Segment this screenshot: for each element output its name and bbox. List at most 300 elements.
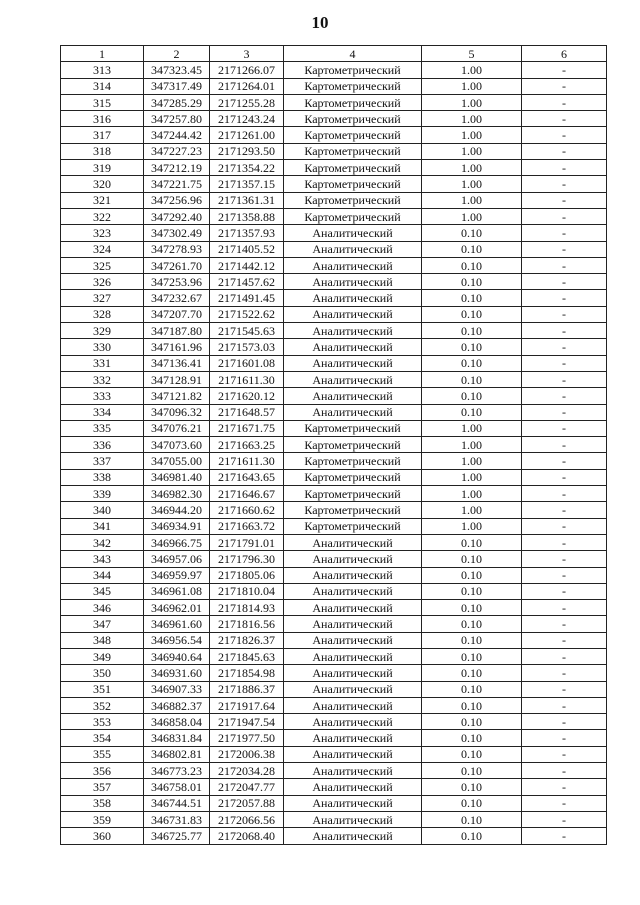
point-number-cell: 353 bbox=[61, 714, 144, 730]
x-coordinate-cell: 347227.23 bbox=[144, 143, 210, 159]
accuracy-cell: 0.10 bbox=[422, 714, 522, 730]
note-cell: - bbox=[522, 714, 607, 730]
x-coordinate-cell: 346758.01 bbox=[144, 779, 210, 795]
method-cell: Картометрический bbox=[284, 469, 422, 485]
method-cell: Аналитический bbox=[284, 241, 422, 257]
note-cell: - bbox=[522, 795, 607, 811]
method-cell: Картометрический bbox=[284, 111, 422, 127]
point-number-cell: 357 bbox=[61, 779, 144, 795]
method-cell: Аналитический bbox=[284, 730, 422, 746]
table-row bbox=[61, 518, 607, 534]
note-cell: - bbox=[522, 746, 607, 762]
note-cell: - bbox=[522, 567, 607, 583]
x-coordinate-cell: 346731.83 bbox=[144, 811, 210, 827]
point-number-cell: 342 bbox=[61, 534, 144, 550]
note-cell: - bbox=[522, 420, 607, 436]
x-coordinate-cell: 346907.33 bbox=[144, 681, 210, 697]
y-coordinate-cell: 2171886.37 bbox=[210, 681, 284, 697]
x-coordinate-cell: 347232.67 bbox=[144, 290, 210, 306]
point-number-cell: 335 bbox=[61, 420, 144, 436]
accuracy-cell: 0.10 bbox=[422, 632, 522, 648]
method-cell: Аналитический bbox=[284, 371, 422, 387]
x-coordinate-cell: 346957.06 bbox=[144, 551, 210, 567]
point-number-cell: 327 bbox=[61, 290, 144, 306]
table-row bbox=[61, 437, 607, 453]
accuracy-cell: 1.00 bbox=[422, 62, 522, 78]
accuracy-cell: 0.10 bbox=[422, 795, 522, 811]
note-cell: - bbox=[522, 225, 607, 241]
x-coordinate-cell: 347302.49 bbox=[144, 225, 210, 241]
note-cell: - bbox=[522, 437, 607, 453]
table-row bbox=[61, 127, 607, 143]
method-cell: Аналитический bbox=[284, 714, 422, 730]
note-cell: - bbox=[522, 176, 607, 192]
table-row bbox=[61, 648, 607, 664]
method-cell: Картометрический bbox=[284, 127, 422, 143]
point-number-cell: 328 bbox=[61, 306, 144, 322]
note-cell: - bbox=[522, 404, 607, 420]
x-coordinate-cell: 347244.42 bbox=[144, 127, 210, 143]
y-coordinate-cell: 2171663.72 bbox=[210, 518, 284, 534]
method-cell: Аналитический bbox=[284, 404, 422, 420]
x-coordinate-cell: 346956.54 bbox=[144, 632, 210, 648]
y-coordinate-cell: 2171573.03 bbox=[210, 339, 284, 355]
x-coordinate-cell: 346981.40 bbox=[144, 469, 210, 485]
point-number-cell: 315 bbox=[61, 94, 144, 110]
table-row bbox=[61, 241, 607, 257]
accuracy-cell: 0.10 bbox=[422, 225, 522, 241]
table-row bbox=[61, 714, 607, 730]
note-cell: - bbox=[522, 208, 607, 224]
point-number-cell: 338 bbox=[61, 469, 144, 485]
table-row bbox=[61, 502, 607, 518]
table-row bbox=[61, 486, 607, 502]
y-coordinate-cell: 2171805.06 bbox=[210, 567, 284, 583]
x-coordinate-cell: 346982.30 bbox=[144, 486, 210, 502]
y-coordinate-cell: 2171671.75 bbox=[210, 420, 284, 436]
x-coordinate-cell: 346858.04 bbox=[144, 714, 210, 730]
method-cell: Аналитический bbox=[284, 616, 422, 632]
table-row bbox=[61, 763, 607, 779]
point-number-cell: 349 bbox=[61, 648, 144, 664]
accuracy-cell: 0.10 bbox=[422, 274, 522, 290]
x-coordinate-cell: 347292.40 bbox=[144, 208, 210, 224]
method-cell: Аналитический bbox=[284, 355, 422, 371]
y-coordinate-cell: 2171491.45 bbox=[210, 290, 284, 306]
point-number-cell: 354 bbox=[61, 730, 144, 746]
point-number-cell: 330 bbox=[61, 339, 144, 355]
y-coordinate-cell: 2172047.77 bbox=[210, 779, 284, 795]
note-cell: - bbox=[522, 534, 607, 550]
y-coordinate-cell: 2171663.25 bbox=[210, 437, 284, 453]
table-row bbox=[61, 225, 607, 241]
table-row bbox=[61, 323, 607, 339]
note-cell: - bbox=[522, 632, 607, 648]
table-row bbox=[61, 192, 607, 208]
y-coordinate-cell: 2171357.93 bbox=[210, 225, 284, 241]
x-coordinate-cell: 347261.70 bbox=[144, 257, 210, 273]
x-coordinate-cell: 347128.91 bbox=[144, 371, 210, 387]
point-number-cell: 331 bbox=[61, 355, 144, 371]
method-cell: Картометрический bbox=[284, 420, 422, 436]
x-coordinate-cell: 347317.49 bbox=[144, 78, 210, 94]
method-cell: Картометрический bbox=[284, 437, 422, 453]
note-cell: - bbox=[522, 763, 607, 779]
accuracy-cell: 0.10 bbox=[422, 567, 522, 583]
x-coordinate-cell: 346944.20 bbox=[144, 502, 210, 518]
y-coordinate-cell: 2171354.22 bbox=[210, 160, 284, 176]
point-number-cell: 334 bbox=[61, 404, 144, 420]
x-coordinate-cell: 347055.00 bbox=[144, 453, 210, 469]
method-cell: Картометрический bbox=[284, 176, 422, 192]
accuracy-cell: 0.10 bbox=[422, 828, 522, 844]
note-cell: - bbox=[522, 486, 607, 502]
note-cell: - bbox=[522, 600, 607, 616]
point-number-cell: 318 bbox=[61, 143, 144, 159]
note-cell: - bbox=[522, 779, 607, 795]
method-cell: Аналитический bbox=[284, 681, 422, 697]
note-cell: - bbox=[522, 257, 607, 273]
x-coordinate-cell: 346931.60 bbox=[144, 665, 210, 681]
method-cell: Картометрический bbox=[284, 192, 422, 208]
accuracy-cell: 0.10 bbox=[422, 306, 522, 322]
method-cell: Аналитический bbox=[284, 665, 422, 681]
table-row bbox=[61, 339, 607, 355]
point-number-cell: 348 bbox=[61, 632, 144, 648]
table-row bbox=[61, 257, 607, 273]
accuracy-cell: 0.10 bbox=[422, 355, 522, 371]
table-row bbox=[61, 143, 607, 159]
accuracy-cell: 1.00 bbox=[422, 453, 522, 469]
point-number-cell: 333 bbox=[61, 388, 144, 404]
table-body bbox=[61, 62, 607, 844]
accuracy-cell: 0.10 bbox=[422, 241, 522, 257]
table-row bbox=[61, 828, 607, 844]
point-number-cell: 313 bbox=[61, 62, 144, 78]
table-row bbox=[61, 697, 607, 713]
accuracy-cell: 0.10 bbox=[422, 257, 522, 273]
note-cell: - bbox=[522, 371, 607, 387]
note-cell: - bbox=[522, 192, 607, 208]
accuracy-cell: 1.00 bbox=[422, 192, 522, 208]
accuracy-cell: 0.10 bbox=[422, 534, 522, 550]
note-cell: - bbox=[522, 811, 607, 827]
table-row bbox=[61, 730, 607, 746]
method-cell: Картометрический bbox=[284, 453, 422, 469]
x-coordinate-cell: 347073.60 bbox=[144, 437, 210, 453]
note-cell: - bbox=[522, 111, 607, 127]
accuracy-cell: 0.10 bbox=[422, 404, 522, 420]
table-row bbox=[61, 160, 607, 176]
point-number-cell: 358 bbox=[61, 795, 144, 811]
accuracy-cell: 0.10 bbox=[422, 779, 522, 795]
accuracy-cell: 0.10 bbox=[422, 551, 522, 567]
accuracy-cell: 0.10 bbox=[422, 697, 522, 713]
accuracy-cell: 0.10 bbox=[422, 339, 522, 355]
accuracy-cell: 0.10 bbox=[422, 746, 522, 762]
point-number-cell: 345 bbox=[61, 583, 144, 599]
note-cell: - bbox=[522, 143, 607, 159]
table-row bbox=[61, 208, 607, 224]
y-coordinate-cell: 2172006.38 bbox=[210, 746, 284, 762]
x-coordinate-cell: 346725.77 bbox=[144, 828, 210, 844]
method-cell: Картометрический bbox=[284, 208, 422, 224]
y-coordinate-cell: 2171977.50 bbox=[210, 730, 284, 746]
note-cell: - bbox=[522, 730, 607, 746]
note-cell: - bbox=[522, 518, 607, 534]
x-coordinate-cell: 347136.41 bbox=[144, 355, 210, 371]
y-coordinate-cell: 2171293.50 bbox=[210, 143, 284, 159]
y-coordinate-cell: 2171620.12 bbox=[210, 388, 284, 404]
point-number-cell: 314 bbox=[61, 78, 144, 94]
y-coordinate-cell: 2171611.30 bbox=[210, 453, 284, 469]
method-cell: Картометрический bbox=[284, 78, 422, 94]
point-number-cell: 320 bbox=[61, 176, 144, 192]
y-coordinate-cell: 2171358.88 bbox=[210, 208, 284, 224]
method-cell: Аналитический bbox=[284, 583, 422, 599]
table-row bbox=[61, 62, 607, 78]
table-row bbox=[61, 306, 607, 322]
y-coordinate-cell: 2171261.00 bbox=[210, 127, 284, 143]
point-number-cell: 341 bbox=[61, 518, 144, 534]
y-coordinate-cell: 2171947.54 bbox=[210, 714, 284, 730]
point-number-cell: 322 bbox=[61, 208, 144, 224]
y-coordinate-cell: 2171255.28 bbox=[210, 94, 284, 110]
note-cell: - bbox=[522, 306, 607, 322]
y-coordinate-cell: 2171357.15 bbox=[210, 176, 284, 192]
accuracy-cell: 1.00 bbox=[422, 518, 522, 534]
point-number-cell: 344 bbox=[61, 567, 144, 583]
table-row bbox=[61, 567, 607, 583]
accuracy-cell: 1.00 bbox=[422, 469, 522, 485]
method-cell: Аналитический bbox=[284, 339, 422, 355]
method-cell: Картометрический bbox=[284, 143, 422, 159]
point-number-cell: 346 bbox=[61, 600, 144, 616]
x-coordinate-cell: 346961.08 bbox=[144, 583, 210, 599]
y-coordinate-cell: 2171917.64 bbox=[210, 697, 284, 713]
method-cell: Аналитический bbox=[284, 795, 422, 811]
x-coordinate-cell: 347207.70 bbox=[144, 306, 210, 322]
point-number-cell: 351 bbox=[61, 681, 144, 697]
y-coordinate-cell: 2171643.65 bbox=[210, 469, 284, 485]
table-row bbox=[61, 78, 607, 94]
table-row bbox=[61, 420, 607, 436]
method-cell: Аналитический bbox=[284, 306, 422, 322]
point-number-cell: 336 bbox=[61, 437, 144, 453]
y-coordinate-cell: 2171264.01 bbox=[210, 78, 284, 94]
accuracy-cell: 1.00 bbox=[422, 94, 522, 110]
accuracy-cell: 1.00 bbox=[422, 486, 522, 502]
accuracy-cell: 0.10 bbox=[422, 290, 522, 306]
accuracy-cell: 0.10 bbox=[422, 616, 522, 632]
y-coordinate-cell: 2171361.31 bbox=[210, 192, 284, 208]
y-coordinate-cell: 2171545.63 bbox=[210, 323, 284, 339]
point-number-cell: 352 bbox=[61, 697, 144, 713]
table-row bbox=[61, 111, 607, 127]
x-coordinate-cell: 347161.96 bbox=[144, 339, 210, 355]
note-cell: - bbox=[522, 469, 607, 485]
accuracy-cell: 0.10 bbox=[422, 763, 522, 779]
method-cell: Аналитический bbox=[284, 274, 422, 290]
table-row bbox=[61, 665, 607, 681]
column-header: 6 bbox=[522, 46, 607, 62]
method-cell: Аналитический bbox=[284, 763, 422, 779]
x-coordinate-cell: 346802.81 bbox=[144, 746, 210, 762]
point-number-cell: 332 bbox=[61, 371, 144, 387]
note-cell: - bbox=[522, 160, 607, 176]
x-coordinate-cell: 346831.84 bbox=[144, 730, 210, 746]
point-number-cell: 356 bbox=[61, 763, 144, 779]
note-cell: - bbox=[522, 78, 607, 94]
accuracy-cell: 0.10 bbox=[422, 811, 522, 827]
table-row bbox=[61, 274, 607, 290]
table-row bbox=[61, 469, 607, 485]
y-coordinate-cell: 2171601.08 bbox=[210, 355, 284, 371]
y-coordinate-cell: 2171826.37 bbox=[210, 632, 284, 648]
table-row bbox=[61, 404, 607, 420]
point-number-cell: 324 bbox=[61, 241, 144, 257]
y-coordinate-cell: 2171646.67 bbox=[210, 486, 284, 502]
x-coordinate-cell: 347323.45 bbox=[144, 62, 210, 78]
method-cell: Картометрический bbox=[284, 486, 422, 502]
method-cell: Аналитический bbox=[284, 811, 422, 827]
y-coordinate-cell: 2171810.04 bbox=[210, 583, 284, 599]
x-coordinate-cell: 347257.80 bbox=[144, 111, 210, 127]
method-cell: Картометрический bbox=[284, 94, 422, 110]
accuracy-cell: 1.00 bbox=[422, 143, 522, 159]
x-coordinate-cell: 346882.37 bbox=[144, 697, 210, 713]
y-coordinate-cell: 2171816.56 bbox=[210, 616, 284, 632]
y-coordinate-cell: 2171854.98 bbox=[210, 665, 284, 681]
method-cell: Аналитический bbox=[284, 534, 422, 550]
y-coordinate-cell: 2172057.88 bbox=[210, 795, 284, 811]
point-number-cell: 350 bbox=[61, 665, 144, 681]
x-coordinate-cell: 347187.80 bbox=[144, 323, 210, 339]
y-coordinate-cell: 2171266.07 bbox=[210, 62, 284, 78]
y-coordinate-cell: 2171243.24 bbox=[210, 111, 284, 127]
accuracy-cell: 0.10 bbox=[422, 371, 522, 387]
y-coordinate-cell: 2171405.52 bbox=[210, 241, 284, 257]
x-coordinate-cell: 346959.97 bbox=[144, 567, 210, 583]
column-header: 2 bbox=[144, 46, 210, 62]
x-coordinate-cell: 347221.75 bbox=[144, 176, 210, 192]
table-row bbox=[61, 795, 607, 811]
x-coordinate-cell: 346961.60 bbox=[144, 616, 210, 632]
accuracy-cell: 1.00 bbox=[422, 111, 522, 127]
x-coordinate-cell: 347256.96 bbox=[144, 192, 210, 208]
method-cell: Аналитический bbox=[284, 746, 422, 762]
x-coordinate-cell: 346744.51 bbox=[144, 795, 210, 811]
table-row bbox=[61, 600, 607, 616]
column-header: 4 bbox=[284, 46, 422, 62]
point-number-cell: 340 bbox=[61, 502, 144, 518]
table-header-row bbox=[61, 46, 607, 62]
table-row bbox=[61, 551, 607, 567]
point-number-cell: 326 bbox=[61, 274, 144, 290]
point-number-cell: 339 bbox=[61, 486, 144, 502]
note-cell: - bbox=[522, 616, 607, 632]
method-cell: Картометрический bbox=[284, 502, 422, 518]
table-row bbox=[61, 453, 607, 469]
point-number-cell: 317 bbox=[61, 127, 144, 143]
x-coordinate-cell: 347076.21 bbox=[144, 420, 210, 436]
note-cell: - bbox=[522, 339, 607, 355]
x-coordinate-cell: 346966.75 bbox=[144, 534, 210, 550]
note-cell: - bbox=[522, 502, 607, 518]
x-coordinate-cell: 346934.91 bbox=[144, 518, 210, 534]
point-number-cell: 325 bbox=[61, 257, 144, 273]
point-number-cell: 347 bbox=[61, 616, 144, 632]
point-number-cell: 329 bbox=[61, 323, 144, 339]
x-coordinate-cell: 347212.19 bbox=[144, 160, 210, 176]
note-cell: - bbox=[522, 453, 607, 469]
note-cell: - bbox=[522, 62, 607, 78]
method-cell: Картометрический bbox=[284, 160, 422, 176]
column-header: 5 bbox=[422, 46, 522, 62]
y-coordinate-cell: 2172066.56 bbox=[210, 811, 284, 827]
method-cell: Аналитический bbox=[284, 257, 422, 273]
table-row bbox=[61, 94, 607, 110]
table-row bbox=[61, 779, 607, 795]
point-number-cell: 323 bbox=[61, 225, 144, 241]
x-coordinate-cell: 347253.96 bbox=[144, 274, 210, 290]
table-row bbox=[61, 371, 607, 387]
x-coordinate-cell: 346940.64 bbox=[144, 648, 210, 664]
table-row bbox=[61, 583, 607, 599]
note-cell: - bbox=[522, 828, 607, 844]
table-row bbox=[61, 681, 607, 697]
accuracy-cell: 0.10 bbox=[422, 681, 522, 697]
x-coordinate-cell: 347285.29 bbox=[144, 94, 210, 110]
method-cell: Аналитический bbox=[284, 551, 422, 567]
method-cell: Картометрический bbox=[284, 518, 422, 534]
note-cell: - bbox=[522, 648, 607, 664]
y-coordinate-cell: 2171660.62 bbox=[210, 502, 284, 518]
column-header: 3 bbox=[210, 46, 284, 62]
x-coordinate-cell: 347278.93 bbox=[144, 241, 210, 257]
point-number-cell: 359 bbox=[61, 811, 144, 827]
note-cell: - bbox=[522, 681, 607, 697]
note-cell: - bbox=[522, 94, 607, 110]
table-row bbox=[61, 176, 607, 192]
point-number-cell: 319 bbox=[61, 160, 144, 176]
method-cell: Аналитический bbox=[284, 290, 422, 306]
accuracy-cell: 0.10 bbox=[422, 648, 522, 664]
accuracy-cell: 1.00 bbox=[422, 160, 522, 176]
table-row bbox=[61, 746, 607, 762]
method-cell: Аналитический bbox=[284, 600, 422, 616]
x-coordinate-cell: 347121.82 bbox=[144, 388, 210, 404]
method-cell: Аналитический bbox=[284, 323, 422, 339]
y-coordinate-cell: 2171814.93 bbox=[210, 600, 284, 616]
coordinates-table bbox=[60, 45, 607, 845]
method-cell: Аналитический bbox=[284, 779, 422, 795]
method-cell: Аналитический bbox=[284, 648, 422, 664]
table-row bbox=[61, 632, 607, 648]
accuracy-cell: 0.10 bbox=[422, 583, 522, 599]
point-number-cell: 337 bbox=[61, 453, 144, 469]
column-header: 1 bbox=[61, 46, 144, 62]
method-cell: Аналитический bbox=[284, 632, 422, 648]
table-row bbox=[61, 388, 607, 404]
accuracy-cell: 1.00 bbox=[422, 78, 522, 94]
y-coordinate-cell: 2171796.30 bbox=[210, 551, 284, 567]
accuracy-cell: 0.10 bbox=[422, 600, 522, 616]
point-number-cell: 316 bbox=[61, 111, 144, 127]
accuracy-cell: 0.10 bbox=[422, 323, 522, 339]
page-number: 10 bbox=[311, 13, 329, 32]
accuracy-cell: 0.10 bbox=[422, 665, 522, 681]
